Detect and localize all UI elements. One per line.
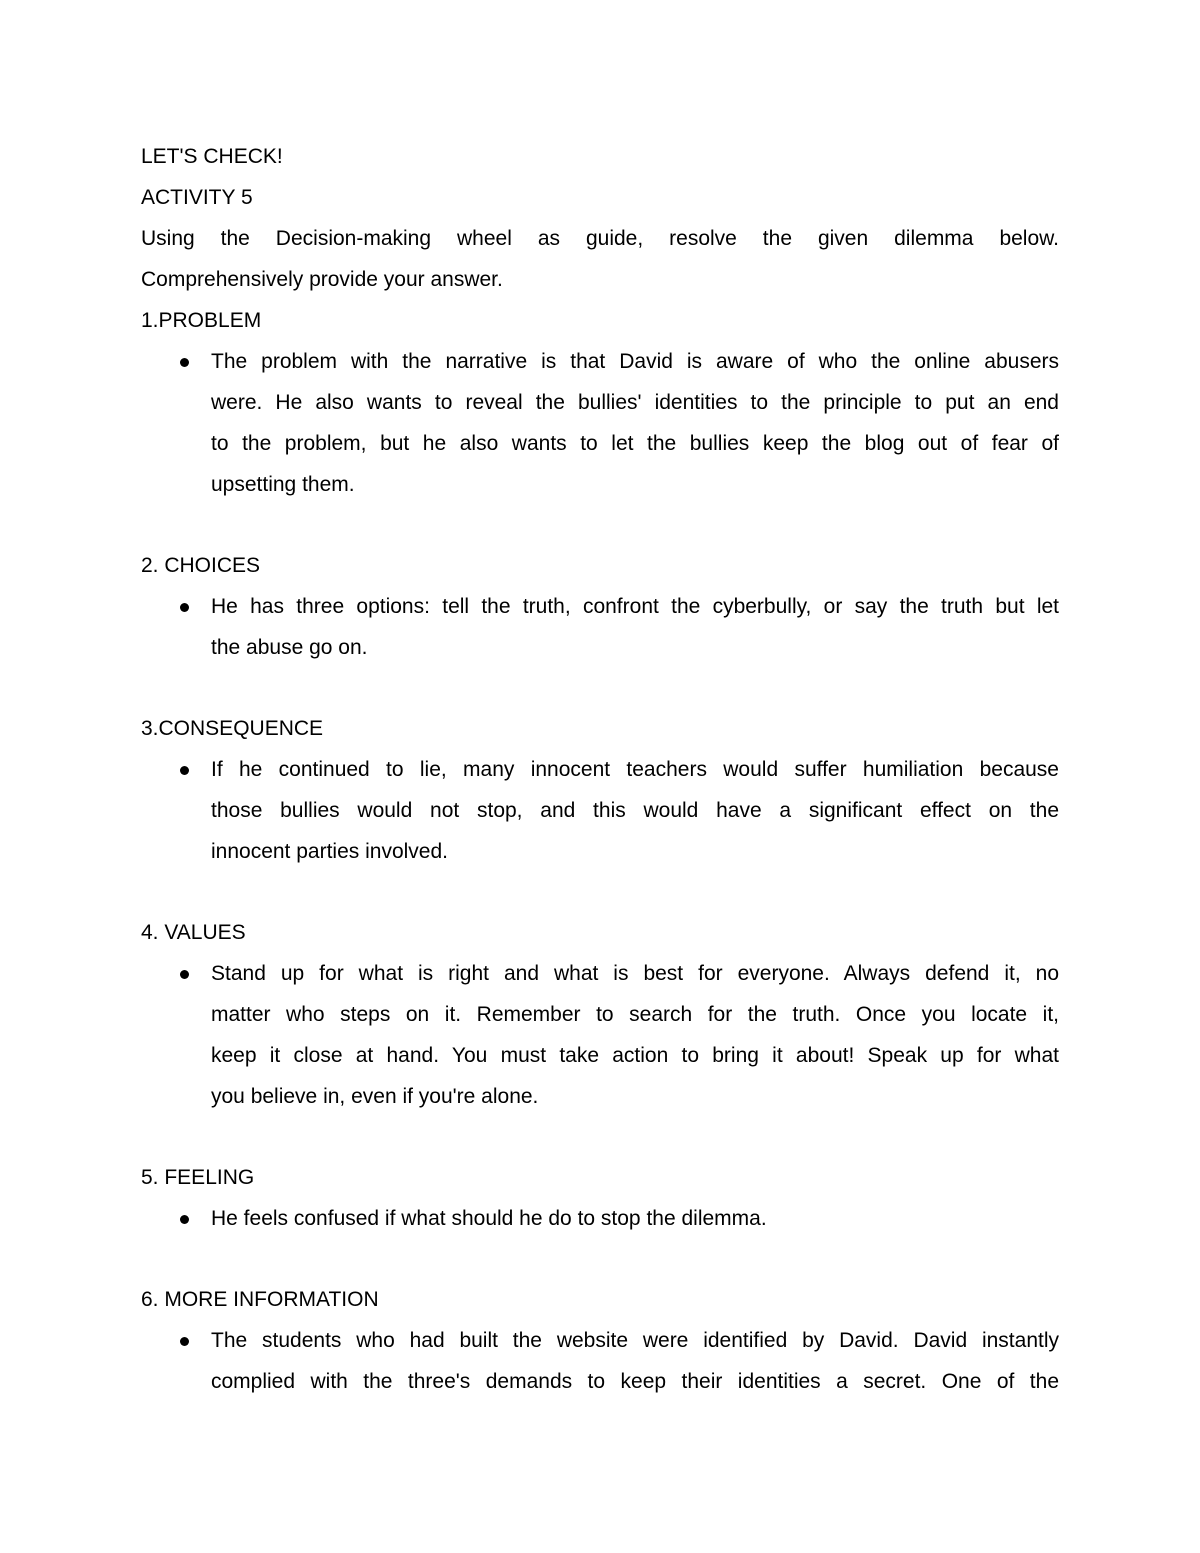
bullet-icon (180, 1215, 189, 1224)
bullet-list (141, 586, 1059, 668)
section-values (141, 912, 1059, 1117)
section-spacer (141, 668, 1059, 708)
bullet-line: upsetting them. (211, 473, 355, 496)
bullet-line: keep it close at hand. You must take action to bring it about! Speak up for what (211, 1044, 1059, 1067)
section-spacer (141, 505, 1059, 545)
section-heading: 1.PROBLEM (141, 309, 262, 332)
bullet-line: innocent parties involved. (211, 840, 448, 863)
bullet-list (141, 341, 1059, 505)
section-problem (141, 300, 1059, 505)
bullet-icon (180, 603, 189, 612)
list-item (211, 1198, 1059, 1239)
list-item (211, 953, 1059, 1117)
section-heading: 4. VALUES (141, 921, 246, 944)
bullet-line: The problem with the narrative is that David is aware of who the online abusers (211, 350, 1059, 373)
activity-label: ACTIVITY 5 (141, 186, 253, 209)
bullet-icon (180, 1337, 189, 1346)
bullet-line: the abuse go on. (211, 636, 368, 659)
section-consequence (141, 708, 1059, 872)
instruction-line-1: Using the Decision-making wheel as guide, resolve the given dilemma below. (141, 227, 1059, 250)
bullet-line: The students who had built the website were identified by David. David instantly (211, 1329, 1059, 1352)
bullet-line: If he continued to lie, many innocent teachers would suffer humiliation because (211, 758, 1059, 781)
section-spacer (141, 1239, 1059, 1279)
list-item (211, 586, 1059, 668)
bullet-list (141, 1320, 1059, 1402)
bullet-icon (180, 766, 189, 775)
page-title: LET'S CHECK! (141, 145, 283, 168)
list-item (211, 1320, 1059, 1402)
section-more-information (141, 1279, 1059, 1402)
bullet-line: complied with the three's demands to keep their identities a secret. One of the (211, 1370, 1059, 1393)
bullet-line: He has three options: tell the truth, confront the cyberbully, or say the truth but let (211, 595, 1059, 618)
section-spacer (141, 1117, 1059, 1157)
bullet-line: those bullies would not stop, and this would have a significant effect on the (211, 799, 1059, 822)
bullet-line: Stand up for what is right and what is best for everyone. Always defend it, no (211, 962, 1059, 985)
bullet-line: you believe in, even if you're alone. (211, 1085, 539, 1108)
section-heading: 3.CONSEQUENCE (141, 717, 324, 740)
bullet-line: matter who steps on it. Remember to search for the truth. Once you locate it, (211, 1003, 1059, 1026)
section-heading: 5. FEELING (141, 1166, 255, 1189)
bullet-list (141, 953, 1059, 1117)
section-feeling (141, 1157, 1059, 1239)
bullet-line: to the problem, but he also wants to let the bullies keep the blog out of fear of (211, 432, 1059, 455)
instruction-line-2: Comprehensively provide your answer. (141, 268, 503, 291)
bullet-icon (180, 358, 189, 367)
section-heading: 6. MORE INFORMATION (141, 1288, 379, 1311)
document-page (141, 136, 1059, 1402)
bullet-icon (180, 970, 189, 979)
bullet-list (141, 749, 1059, 872)
list-item (211, 341, 1059, 505)
section-choices (141, 545, 1059, 668)
list-item (211, 749, 1059, 872)
bullet-list (141, 1198, 1059, 1239)
section-spacer (141, 872, 1059, 912)
bullet-line: were. He also wants to reveal the bullies' identities to the principle to put an end (211, 391, 1059, 414)
section-heading: 2. CHOICES (141, 554, 261, 577)
bullet-line: He feels confused if what should he do to stop the dilemma. (211, 1207, 767, 1230)
